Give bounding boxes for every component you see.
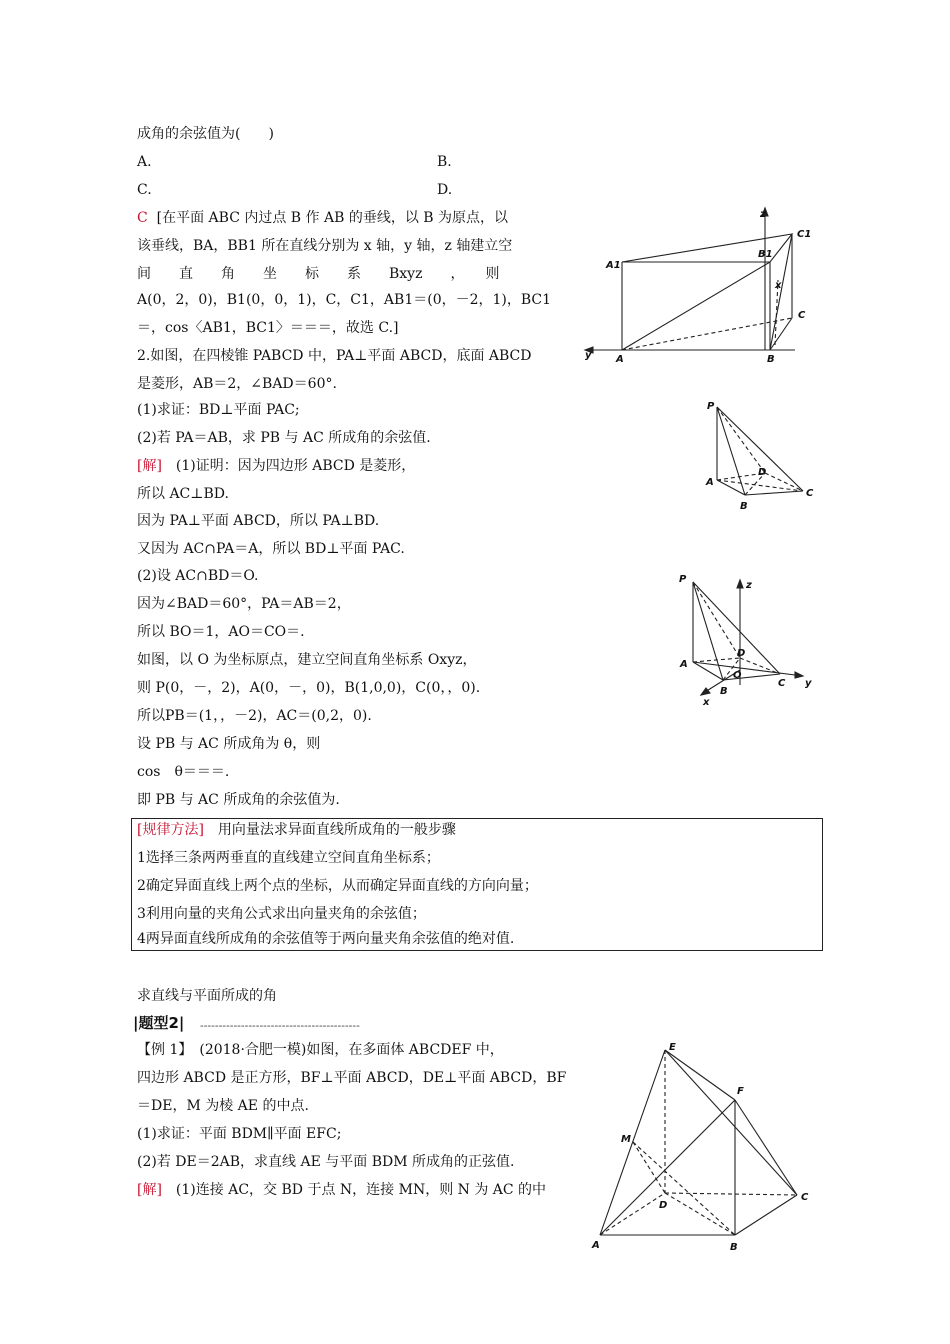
q2-solution-line xyxy=(137,456,415,476)
diagonal-AC xyxy=(717,480,803,491)
method-box-header xyxy=(137,820,456,840)
fig2-label: P xyxy=(707,401,715,412)
fig1-label: x xyxy=(775,280,782,291)
edge-PD xyxy=(693,582,740,658)
edge-FC xyxy=(735,1100,797,1195)
method-item: 3利用向量的夹角公式求出向量夹角的余弦值； xyxy=(137,906,426,922)
type-label: |题型2| xyxy=(133,1014,185,1032)
edge-DC xyxy=(740,658,780,674)
section-heading: 求直线与平面所成的角 xyxy=(137,988,277,1004)
edge-DC xyxy=(665,1193,797,1195)
section-divider: ------------------------------------------- xyxy=(200,1019,360,1032)
fig1-label: C1 xyxy=(797,229,812,240)
fig3-label: P xyxy=(679,574,687,585)
edge-FA xyxy=(600,1100,735,1235)
method-item: 1选择三条两两垂直的直线建立空间直角坐标系； xyxy=(137,850,440,866)
fig4-label: D xyxy=(659,1200,668,1211)
q2-line: (1)求证：BD⊥平面 PAC; xyxy=(137,402,300,418)
edge-EF xyxy=(665,1050,735,1100)
fig3-label: z xyxy=(746,580,752,591)
edge-PC xyxy=(693,582,780,674)
figure-pyramid xyxy=(700,395,825,515)
edge-PD xyxy=(717,407,765,473)
q1-solution-line: A(0，2，0)，B1(0，0，1)，C，C1，AB1＝(0，－2，1)，BC1 xyxy=(137,292,552,308)
solution-tag: [解] xyxy=(137,1182,162,1198)
answer-letter: C xyxy=(137,210,148,226)
type-label-text: 题型2 xyxy=(138,1014,179,1032)
fig3-label: D xyxy=(737,648,746,659)
fig4-label: A xyxy=(592,1240,600,1251)
edge-AC xyxy=(622,318,792,350)
q2-solution-line: 所以 BO＝1，AO＝CO＝. xyxy=(137,624,305,640)
ex1-line: 四边形 ABCD 是正方形，BF⊥平面 ABCD，DE⊥平面 ABCD，BF xyxy=(137,1070,567,1086)
q2-solution-line: 则 P(0，－，2)，A(0，－，0)，B(1,0,0)，C(0，，0). xyxy=(137,680,481,696)
ex1-line: ＝DE，M 为棱 AE 的中点. xyxy=(137,1098,309,1114)
q1-solution-line: 该垂线，BA，BB1 所在直线分别为 x 轴，y 轴，z 轴建立空 xyxy=(137,238,513,254)
segment-AB1 xyxy=(622,262,770,350)
q1-solution-line: 间 直 角 坐 标 系 Bxyz ， 则 xyxy=(137,266,500,282)
q2-solution-line: 所以PB＝(1，，－2)，AC＝(0,2，0). xyxy=(137,708,372,724)
method-title: 用向量法求异面直线所成角的一般步骤 xyxy=(203,822,456,838)
segment-BC1 xyxy=(770,234,792,350)
ex1-line: 【例 1】 (2018·合肥一模)如图，在多面体 ABCDEF 中， xyxy=(137,1042,504,1058)
q1-solution-text: [在平面 ABC 内过点 B 作 AB 的垂线，以 B 为原点，以 xyxy=(156,210,509,226)
q2-line: (2)若 PA＝AB，求 PB 与 AC 所成角的余弦值. xyxy=(137,430,431,446)
segment-MB xyxy=(633,1142,735,1235)
method-tag: [规律方法] xyxy=(137,822,204,838)
fig3-label: O xyxy=(733,670,742,681)
q2-solution-line: cos θ＝＝＝. xyxy=(137,764,230,780)
fig3-label: y xyxy=(805,678,812,689)
q2-solution-line: 又因为 AC∩PA＝A，所以 BD⊥平面 PAC. xyxy=(137,541,405,557)
x-axis-arrow xyxy=(701,688,710,695)
fig4-label: M xyxy=(621,1134,631,1145)
figure-pyramid-coordinates xyxy=(675,570,825,710)
z-axis-arrow xyxy=(737,580,743,588)
q2-solution-text: (1)证明：因为四边形 ABCD 是菱形， xyxy=(161,458,416,474)
q2-solution-line: 因为∠BAD＝60°，PA＝AB＝2， xyxy=(137,596,351,612)
ex1-line: (1)求证：平面 BDM∥平面 EFC; xyxy=(137,1126,342,1142)
y-axis-arrow xyxy=(795,672,803,678)
edge-BC xyxy=(745,491,803,495)
q1-solution-line: ＝，cos〈AB1，BC1〉＝＝＝，故选 C.] xyxy=(137,320,399,336)
q2-solution-line: (2)设 AC∩BD＝O. xyxy=(137,568,259,584)
q2-solution-line: 所以 AC⊥BD. xyxy=(137,486,229,502)
option-b: B. xyxy=(437,154,452,170)
solution-tag: [解] xyxy=(137,458,162,474)
option-a: A. xyxy=(137,154,152,170)
fig2-label: A xyxy=(706,477,714,488)
option-c: C. xyxy=(137,182,152,198)
fig1-label: C xyxy=(798,310,806,321)
fig3-label: A xyxy=(680,659,688,670)
fig1-label: y xyxy=(585,350,592,361)
q2-line: 是菱形，AB＝2，∠BAD＝60°. xyxy=(137,376,337,392)
diagonal-BD xyxy=(665,1193,735,1235)
ex1-solution-text: (1)连接 AC，交 BD 于点 N，连接 MN，则 N 为 AC 的中 xyxy=(161,1182,547,1198)
option-d: D. xyxy=(437,182,453,198)
method-item: 2确定异面直线上两个点的坐标，从而确定异面直线的方向向量； xyxy=(137,878,538,894)
q2-solution-line: 设 PB 与 AC 所成角为 θ，则 xyxy=(137,736,321,752)
q1-stem: 成角的余弦值为( ) xyxy=(137,126,274,142)
q2-solution-line: 即 PB 与 AC 所成角的余弦值为. xyxy=(137,792,340,808)
fig1-label: z xyxy=(760,209,766,220)
method-item: 4两异面直线所成角的余弦值等于两向量夹角余弦值的绝对值. xyxy=(137,931,515,947)
fig4-label: B xyxy=(730,1242,738,1253)
fig4-label: E xyxy=(669,1042,676,1053)
q2-line: 2.如图，在四棱锥 PABCD 中，PA⊥平面 ABCD，底面 ABCD xyxy=(137,348,532,364)
fig3-label: C xyxy=(778,678,786,689)
q1-solution-line xyxy=(137,208,508,228)
fig2-label: D xyxy=(758,467,767,478)
fig3-label: x xyxy=(703,697,710,708)
ex1-line: (2)若 DE＝2AB，求直线 AE 与平面 BDM 所成角的正弦值. xyxy=(137,1154,515,1170)
edge-EC xyxy=(665,1050,797,1195)
fig2-label: C xyxy=(806,488,814,499)
edge-EA xyxy=(600,1050,668,1235)
fig3-label: B xyxy=(720,686,728,697)
q2-solution-line: 如图，以 O 为坐标原点，建立空间直角坐标系 Oxyz， xyxy=(137,652,477,668)
q2-solution-line: 因为 PA⊥平面 ABCD，所以 PA⊥BD. xyxy=(137,513,380,529)
fig1-label: B1 xyxy=(758,249,773,260)
edge-DC xyxy=(765,473,803,491)
fig4-label: C xyxy=(801,1192,809,1203)
fig1-label: A xyxy=(616,354,624,365)
fig2-label: B xyxy=(740,501,748,512)
figure-polyhedron xyxy=(585,1030,825,1260)
figure-prism-coordinates xyxy=(580,200,820,370)
fig4-label: F xyxy=(737,1086,744,1097)
edge-BC xyxy=(735,1195,797,1235)
ex1-solution-line xyxy=(137,1180,546,1200)
edge-AD xyxy=(600,1193,668,1235)
fig1-label: A1 xyxy=(606,260,621,271)
fig1-label: B xyxy=(767,354,775,365)
